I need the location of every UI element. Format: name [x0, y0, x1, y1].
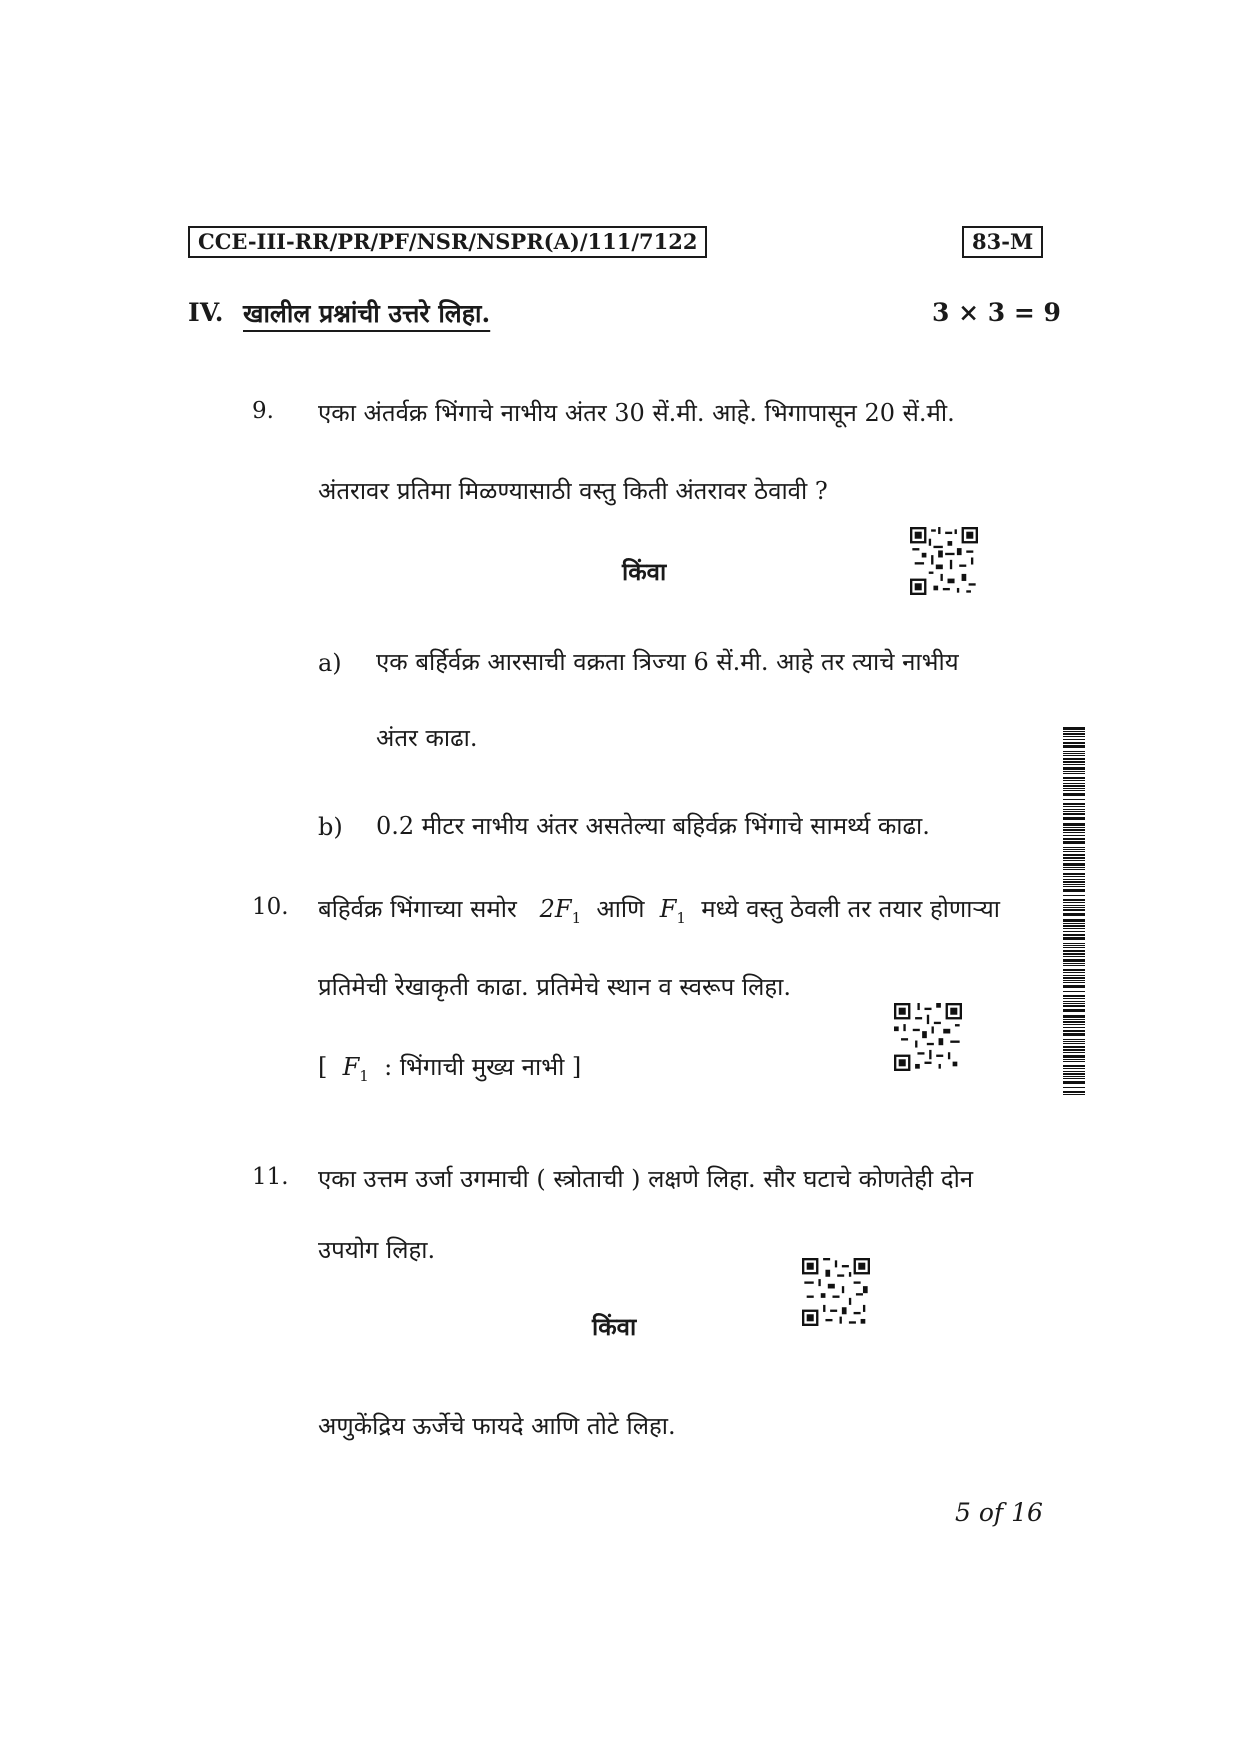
question-10-text-c: मध्ये वस्तु ठेवली तर तयार होणाऱ्या [701, 895, 1001, 923]
barcode-graphic [1063, 727, 1085, 1097]
qr-code-icon [910, 527, 978, 595]
paper-code: CCE-III-RR/PR/PF/NSR/NSPR(A)/111/7122 [188, 226, 707, 258]
question-9a-label: a) [318, 649, 342, 677]
section-marks: 3 × 3 = 9 [932, 298, 1061, 327]
or-label-q11: किंवा [592, 1312, 637, 1341]
math-2f: 2F [539, 895, 572, 923]
math-f1-note [342, 1053, 369, 1085]
page-number: 5 of 16 [955, 1498, 1043, 1527]
math-f-note: F [342, 1053, 360, 1081]
qr-code-icon [802, 1258, 870, 1326]
question-9b-label: b) [318, 813, 343, 841]
question-10-line1 [318, 892, 1000, 927]
question-9a-line2: अंतर काढा. [376, 724, 478, 752]
question-10-text-b: आणि [596, 895, 645, 923]
question-9b-line: 0.2 मीटर नाभीय अंतर असतेल्या बहिर्वक्र भिंगाचे सामर्थ्य काढा. [376, 812, 930, 840]
section-number: IV. [188, 298, 224, 327]
or-label-q9: किंवा [622, 557, 667, 586]
question-9-number: 9. [252, 398, 274, 424]
question-9-line2: अंतरावर प्रतिमा मिळण्यासाठी वस्तु किती अंतरावर ठेवावी ? [318, 477, 828, 505]
question-11-line1: एका उत्तम उर्जा उगमाची ( स्त्रोताची ) लक्षणे लिहा. सौर घटाचे कोणतेही दोन [318, 1165, 974, 1193]
question-9a-line1: एक बर्हिर्वक्र आरसाची वक्रता त्रिज्या 6 सें.मी. आहे तर त्याचे नाभीय [376, 648, 959, 676]
qr-code-icon [894, 1003, 962, 1071]
section-title: खालील प्रश्नांची उत्तरे लिहा. [243, 299, 491, 328]
question-11-line2: उपयोग लिहा. [318, 1236, 436, 1264]
math-f: F [659, 895, 677, 923]
question-10-number: 10. [252, 894, 289, 920]
note-bracket: [ [318, 1053, 328, 1081]
page-code: 83-M [962, 226, 1043, 258]
question-10-line2: प्रतिमेची रेखाकृती काढा. प्रतिमेचे स्थान व स्वरूप लिहा. [318, 973, 792, 1001]
math-2f1 [539, 895, 582, 927]
math-sub-1: 1 [571, 908, 582, 927]
note-text: : भिंगाची मुख्य नाभी ] [384, 1053, 582, 1081]
barcode-icon [1063, 727, 1085, 1097]
question-9-line1: एका अंतर्वक्र भिंगाचे नाभीय अंतर 30 सें.मी. आहे. भिगापासून 20 सें.मी. [318, 399, 955, 427]
math-sub-note: 1 [359, 1066, 369, 1085]
math-f1 [659, 895, 686, 927]
question-10-text-a: बहिर्वक्र भिंगाच्या समोर [318, 895, 517, 923]
question-11-number: 11. [252, 1164, 289, 1190]
question-11-alt: अणुकेंद्रिय ऊर्जेचे फायदे आणि तोटे लिहा. [318, 1412, 676, 1440]
math-sub-1b: 1 [676, 908, 686, 927]
question-10-note [318, 1050, 581, 1085]
